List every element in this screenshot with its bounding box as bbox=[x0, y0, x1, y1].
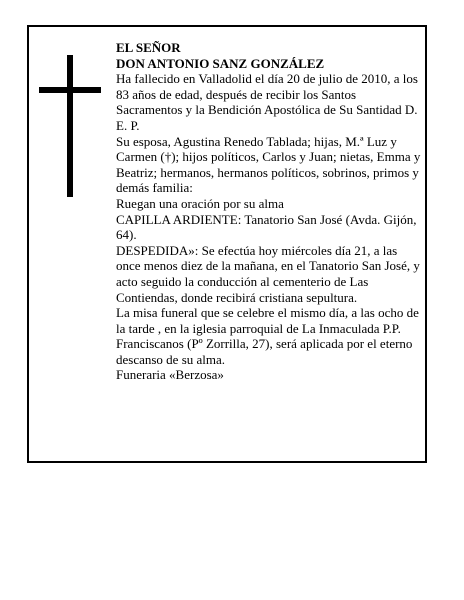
deceased-name: DON ANTONIO SANZ GONZÁLEZ bbox=[116, 55, 325, 71]
farewell-paragraph: DESPEDIDA»: Se efectúa hoy miércoles día 21, a las once menos diez de la mañana, en el Tanatorio San José, y acto seguido la conducción al cementerio de Las Contiendas, donde recibirá cristiana sepultura. bbox=[116, 242, 420, 305]
funeral-mass-paragraph: La misa funeral que se celebre el mismo día, a las ocho de la tarde , en la iglesia parroquial de La Inmaculada P.P. Franciscanos (Pº Zorrilla, 27), será aplicada por el eterno descanso de su alma. bbox=[116, 305, 419, 367]
cross-vertical-bar bbox=[67, 55, 73, 197]
death-announcement-paragraph: Ha fallecido en Valladolid el día 20 de julio de 2010, a los 83 años de edad, después de recibir los Santos Sacramentos y la Bendición Apostólica de Su Santidad D. E. P. bbox=[116, 71, 418, 133]
chapel-info-paragraph: CAPILLA ARDIENTE: Tanatorio San José (Avda. Gijón, 64). bbox=[116, 211, 417, 243]
notice-body bbox=[116, 40, 421, 383]
cross-icon bbox=[39, 55, 101, 197]
family-paragraph: Su esposa, Agustina Renedo Tablada; hijas, M.ª Luz y Carmen (†); hijos políticos, Carlos y Juan; nietas, Emma y Beatriz; hermanos, hermanos políticos, sobrinos, primos y demás familia: bbox=[116, 133, 421, 196]
notice-title-line1: EL SEÑOR bbox=[116, 40, 181, 55]
funeral-home-line: Funeraria «Berzosa» bbox=[116, 367, 224, 383]
obituary-notice bbox=[27, 25, 427, 463]
cross-horizontal-bar bbox=[39, 87, 101, 93]
prayer-request-line: Ruegan una oración por su alma bbox=[116, 195, 284, 211]
